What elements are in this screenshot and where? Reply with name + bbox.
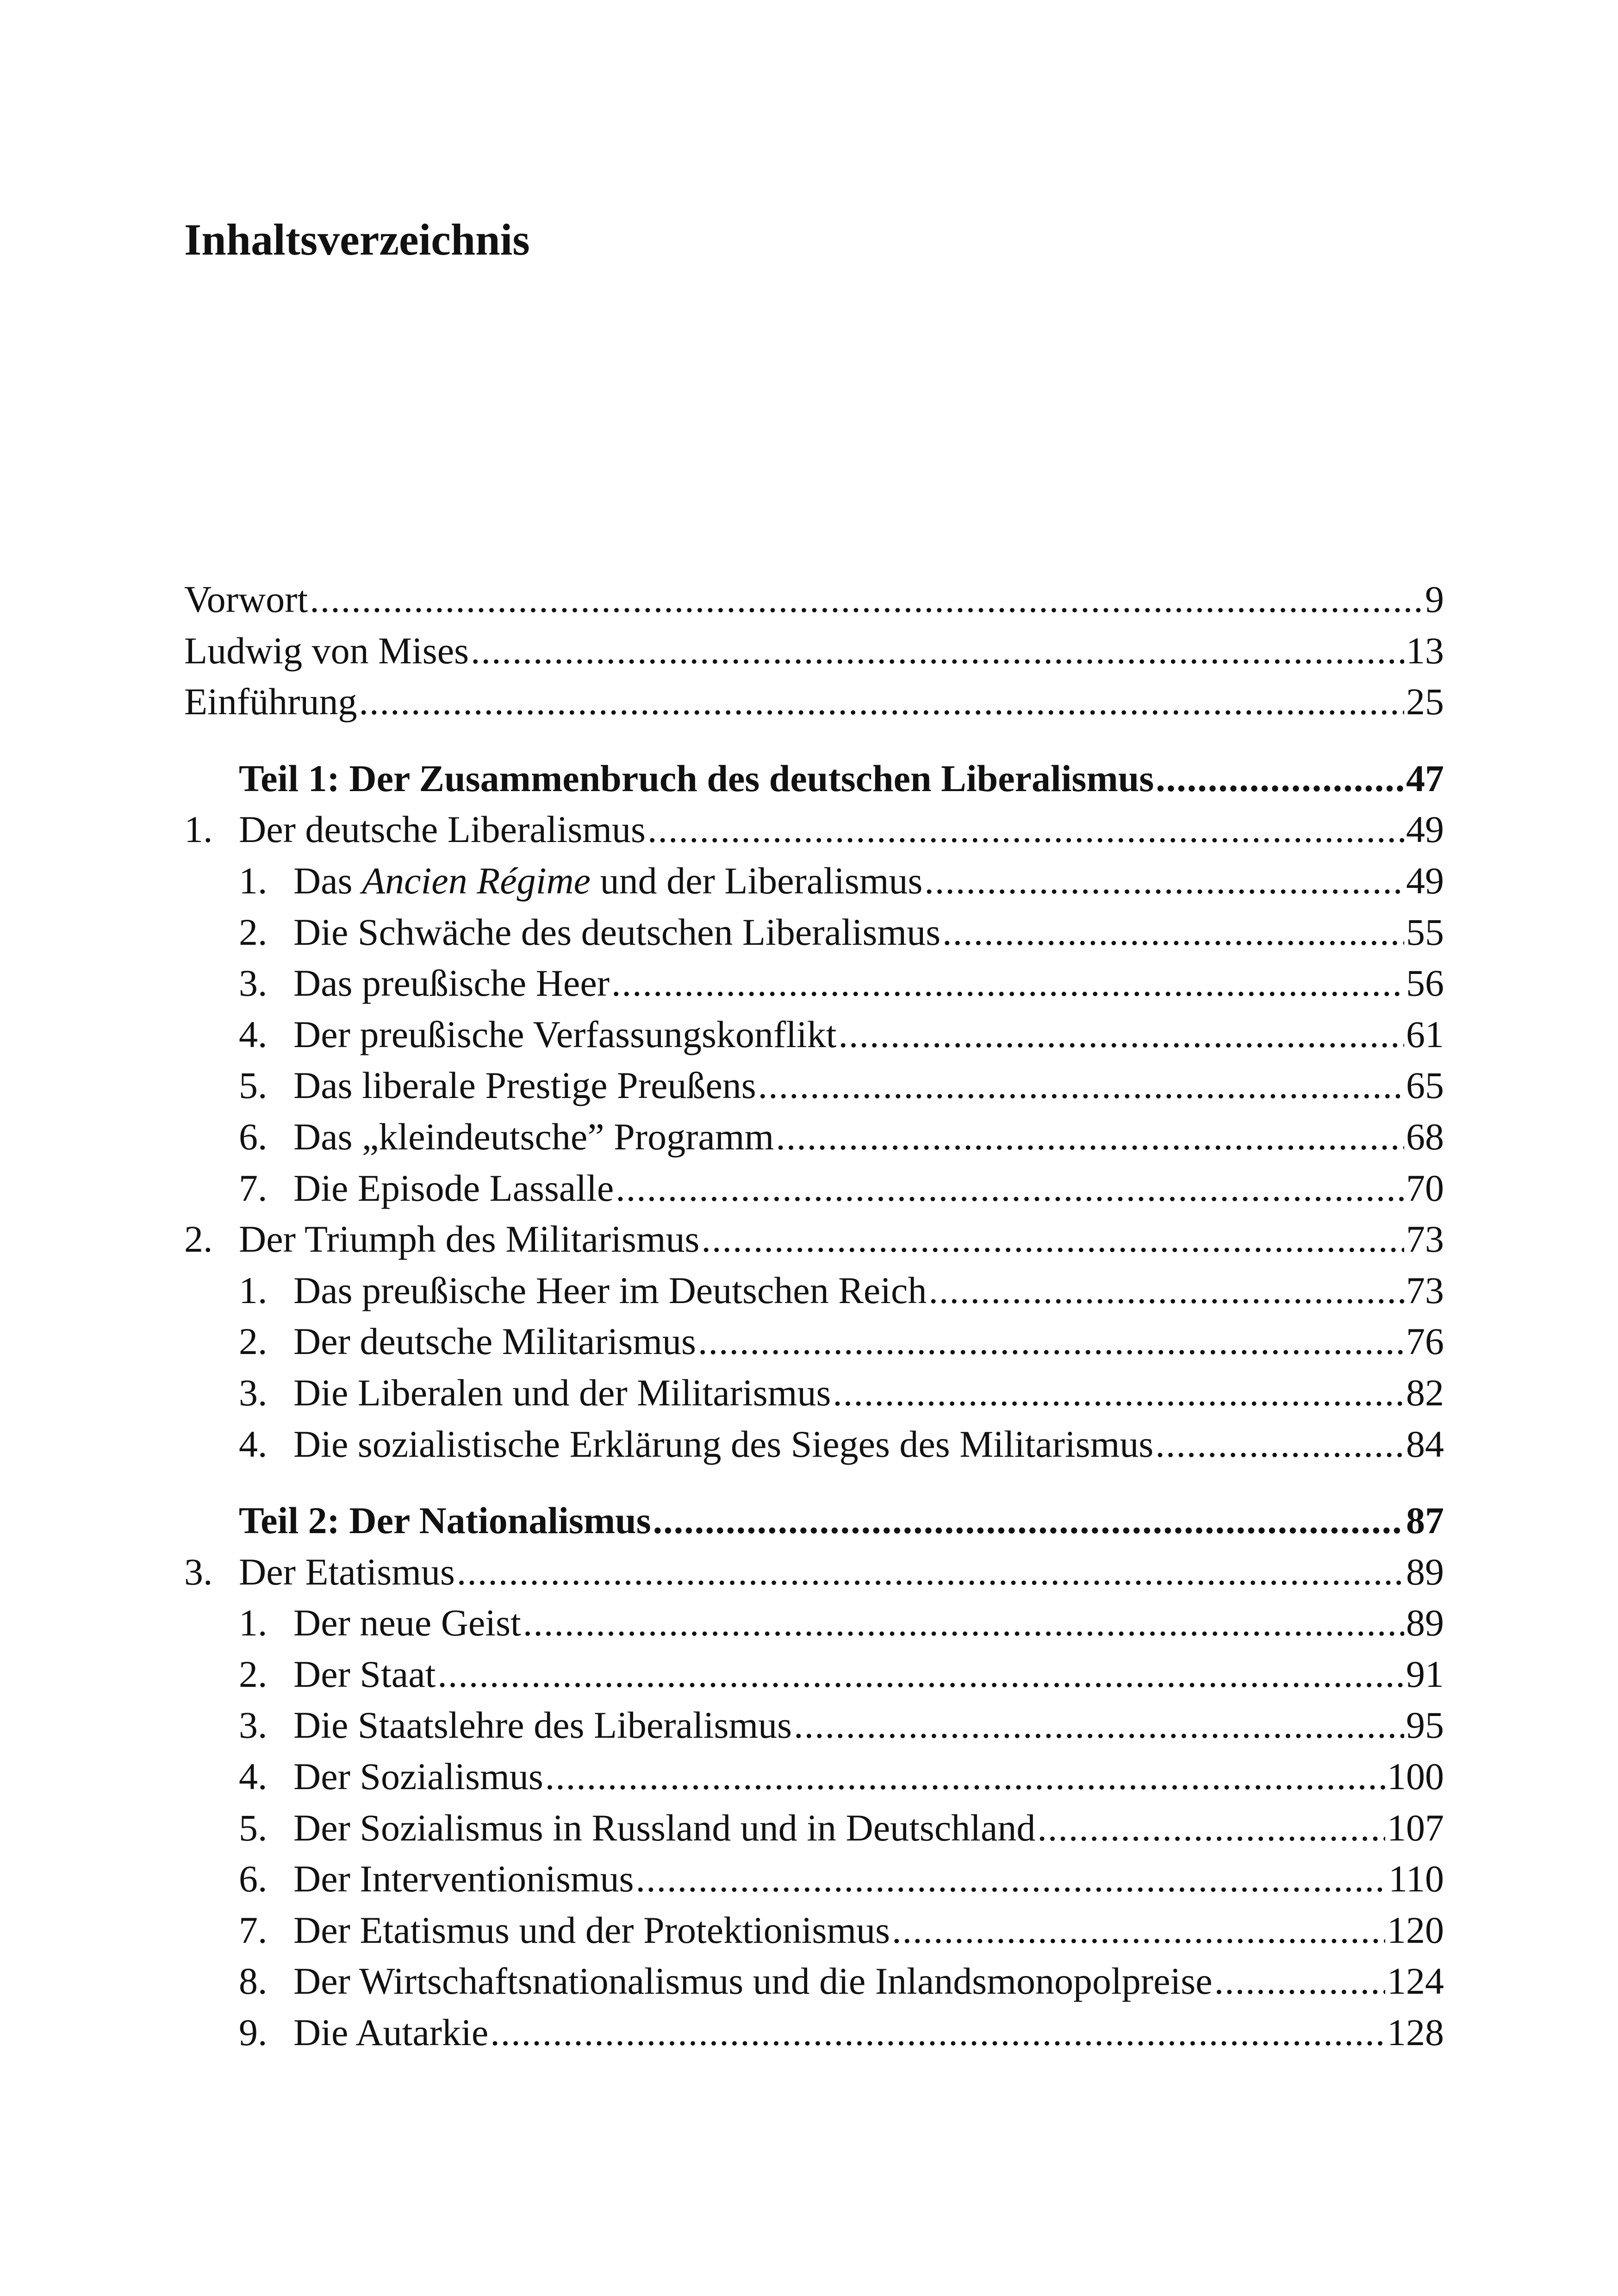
toc-entry-page: 91: [1406, 1653, 1444, 1695]
toc-entry-title: Das preußische Heer: [293, 962, 610, 1004]
toc-entry-title: Der deutsche Militarismus: [293, 1320, 696, 1363]
dot-leader: [1214, 1956, 1385, 2007]
toc-entry-number: 3.: [184, 1550, 213, 1593]
toc-entry-page: 56: [1406, 962, 1444, 1004]
toc-entry-number: 4.: [239, 1755, 268, 1798]
dot-leader: [359, 676, 1404, 728]
toc-part-2-heading[interactable]: [239, 1495, 1444, 1547]
toc-entry-title: Der Sozialismus: [293, 1755, 543, 1798]
toc-entry-title: Das „kleindeutsche” Programm: [293, 1115, 774, 1158]
toc-part-1-heading[interactable]: [239, 753, 1444, 805]
toc-chapter-2[interactable]: [184, 1214, 1444, 1265]
toc-entry-number: 4.: [239, 1423, 268, 1465]
toc-entry-ludwig-von-mises[interactable]: [184, 625, 1444, 677]
dot-leader: [616, 1163, 1404, 1214]
toc-entry-number: 7.: [239, 1167, 268, 1209]
toc-entry-number: 1.: [239, 1269, 268, 1311]
toc-entry-title: Der Sozialismus in Russland und in Deutschland: [293, 1806, 1036, 1849]
dot-leader: [647, 804, 1404, 855]
toc-entry-number: 6.: [239, 1115, 268, 1158]
toc-entry-title: Einführung: [184, 680, 357, 723]
toc-section-1-1[interactable]: [239, 855, 1444, 907]
toc-entry-title: Der Etatismus und der Protektionismus: [293, 1909, 890, 1951]
dot-leader: [924, 855, 1404, 907]
toc-section-1-7[interactable]: [239, 1163, 1444, 1214]
toc-entry-page: 55: [1406, 911, 1444, 953]
toc-entry-number: 1.: [239, 859, 268, 902]
toc-section-1-5[interactable]: [239, 1060, 1444, 1111]
toc-section-2-3[interactable]: [239, 1367, 1444, 1419]
toc-section-1-6[interactable]: [239, 1111, 1444, 1163]
toc-chapter-3[interactable]: [184, 1547, 1444, 1598]
toc-entry-number: 4.: [239, 1013, 268, 1055]
toc-entry-page: 73: [1406, 1269, 1444, 1311]
toc-entry-page: 49: [1406, 808, 1444, 851]
toc-section-3-9[interactable]: [239, 2007, 1444, 2059]
dot-leader: [457, 1547, 1404, 1598]
dot-leader: [892, 1905, 1385, 1956]
toc-entry-title-start: Das: [293, 859, 353, 902]
toc-entry-title: Das liberale Prestige Preußens: [293, 1064, 756, 1107]
dot-leader: [653, 1495, 1404, 1547]
toc-entry-title: Die Episode Lassalle: [293, 1167, 614, 1209]
toc-section-3-5[interactable]: [239, 1803, 1444, 1854]
toc-entry-number: 1.: [184, 808, 213, 851]
toc-entry-page: 65: [1406, 1064, 1444, 1107]
toc-entry-title: Vorwort: [184, 578, 308, 620]
toc-entry-title: Die Staatslehre des Liberalismus: [293, 1704, 792, 1747]
toc-entry-number: 6.: [239, 1858, 268, 1900]
toc-section-3-2[interactable]: [239, 1649, 1444, 1700]
dot-leader: [437, 1649, 1404, 1700]
dot-leader: [545, 1751, 1385, 1803]
toc-entry-number: 2.: [239, 911, 268, 953]
dot-leader: [758, 1060, 1404, 1111]
table-of-contents: [184, 574, 1444, 2059]
toc-entry-number: 7.: [239, 1909, 268, 1951]
dot-leader: [942, 907, 1404, 958]
toc-section-3-3[interactable]: [239, 1700, 1444, 1751]
dot-leader: [1037, 1803, 1385, 1854]
toc-entry-number: 2.: [239, 1320, 268, 1363]
toc-entry-number: 3.: [239, 1704, 268, 1747]
toc-entry-page: 68: [1406, 1115, 1444, 1158]
dot-leader: [701, 1214, 1404, 1265]
toc-entry-page: 87: [1406, 1499, 1444, 1542]
toc-entry-page: 25: [1406, 680, 1444, 723]
toc-entry-number: 3.: [239, 962, 268, 1004]
toc-entry-number: 5.: [239, 1064, 268, 1107]
dot-leader: [794, 1700, 1404, 1751]
toc-entry-page: 49: [1406, 859, 1444, 902]
toc-section-3-8[interactable]: [239, 1956, 1444, 2007]
toc-entry-page: 89: [1406, 1550, 1444, 1593]
dot-leader: [310, 574, 1423, 625]
toc-entry-vorwort[interactable]: [184, 574, 1444, 625]
toc-entry-title: [293, 855, 922, 907]
toc-entry-number: 2.: [184, 1218, 213, 1260]
dot-leader: [833, 1367, 1404, 1419]
toc-entry-number: 5.: [239, 1806, 268, 1849]
toc-section-3-4[interactable]: [239, 1751, 1444, 1803]
toc-entry-page: 107: [1387, 1806, 1444, 1849]
toc-entry-page: 120: [1387, 1909, 1444, 1951]
toc-section-2-4[interactable]: [239, 1419, 1444, 1470]
toc-entry-title: Der deutsche Liberalismus: [239, 808, 646, 851]
toc-entry-page: 61: [1406, 1013, 1444, 1055]
toc-section-1-4[interactable]: [239, 1009, 1444, 1061]
toc-entry-title: Der Interventionismus: [293, 1858, 634, 1900]
dot-leader: [523, 1597, 1404, 1649]
toc-entry-page: 73: [1406, 1218, 1444, 1260]
dot-leader: [471, 625, 1404, 677]
toc-entry-title: Die sozialistische Erklärung des Sieges des Militarismus: [293, 1423, 1154, 1465]
toc-entry-page: 110: [1388, 1858, 1444, 1900]
toc-entry-title: Der Wirtschaftsnationalismus und die Inlandsmonopolpreise: [293, 1960, 1213, 2003]
toc-entry-title: Die Liberalen und der Militarismus: [293, 1371, 831, 1414]
dot-leader: [1155, 1419, 1404, 1470]
dot-leader: [1156, 753, 1404, 805]
dot-leader: [636, 1853, 1387, 1905]
toc-entry-title: Der Triumph des Militarismus: [239, 1218, 700, 1260]
toc-entry-title: Der Etatismus: [239, 1550, 455, 1593]
toc-entry-page: 89: [1406, 1602, 1444, 1644]
toc-entry-page: 84: [1406, 1423, 1444, 1465]
toc-entry-title: Der Staat: [293, 1653, 436, 1695]
toc-entry-title: Die Schwäche des deutschen Liberalismus: [293, 911, 941, 953]
toc-section-3-7[interactable]: [239, 1905, 1444, 1956]
toc-entry-title: Ludwig von Mises: [184, 629, 469, 672]
toc-part-title: Teil 2: Der Nationalismus: [239, 1499, 651, 1542]
toc-section-3-1[interactable]: [239, 1597, 1444, 1649]
toc-entry-number: 8.: [239, 1960, 268, 2003]
toc-entry-number: 2.: [239, 1653, 268, 1695]
toc-entry-page: 70: [1406, 1167, 1444, 1209]
toc-entry-page: 124: [1387, 1960, 1444, 2003]
toc-section-1-2[interactable]: [239, 907, 1444, 958]
toc-entry-title: Der neue Geist: [293, 1602, 521, 1644]
toc-section-3-6[interactable]: [239, 1853, 1444, 1905]
toc-entry-page: 128: [1387, 2011, 1444, 2054]
dot-leader: [490, 2007, 1385, 2059]
toc-entry-page: 47: [1406, 757, 1444, 799]
page-title: Inhaltsverzeichnis: [184, 215, 530, 264]
toc-section-2-1[interactable]: [239, 1265, 1444, 1316]
toc-entry-einfuehrung[interactable]: [184, 676, 1444, 728]
toc-part-title: Teil 1: Der Zusammenbruch des deutschen Liberalismus: [239, 757, 1154, 799]
toc-entry-page: 82: [1406, 1371, 1444, 1414]
toc-section-1-3[interactable]: [239, 958, 1444, 1009]
dot-leader: [776, 1111, 1404, 1163]
toc-entry-number: 9.: [239, 2011, 268, 2054]
toc-entry-page: 76: [1406, 1320, 1444, 1363]
dot-leader: [611, 958, 1404, 1009]
toc-entry-title: Der preußische Verfassungskonflikt: [293, 1013, 837, 1055]
toc-entry-number: 3.: [239, 1371, 268, 1414]
toc-entry-title: Die Autarkie: [293, 2011, 489, 2054]
toc-entry-number: 1.: [239, 1602, 268, 1644]
dot-leader: [839, 1009, 1404, 1061]
dot-leader: [698, 1316, 1404, 1367]
dot-leader: [928, 1265, 1404, 1316]
toc-entry-page: 100: [1387, 1755, 1444, 1798]
toc-section-2-2[interactable]: [239, 1316, 1444, 1367]
toc-entry-title-italic: Ancien Régime: [362, 859, 591, 902]
toc-entry-page: 95: [1406, 1704, 1444, 1747]
toc-entry-title-end: und der Liberalismus: [600, 859, 923, 902]
toc-entry-page: 13: [1406, 629, 1444, 672]
toc-entry-page: 9: [1425, 578, 1444, 620]
toc-entry-title: Das preußische Heer im Deutschen Reich: [293, 1269, 927, 1311]
toc-chapter-1[interactable]: [184, 804, 1444, 855]
